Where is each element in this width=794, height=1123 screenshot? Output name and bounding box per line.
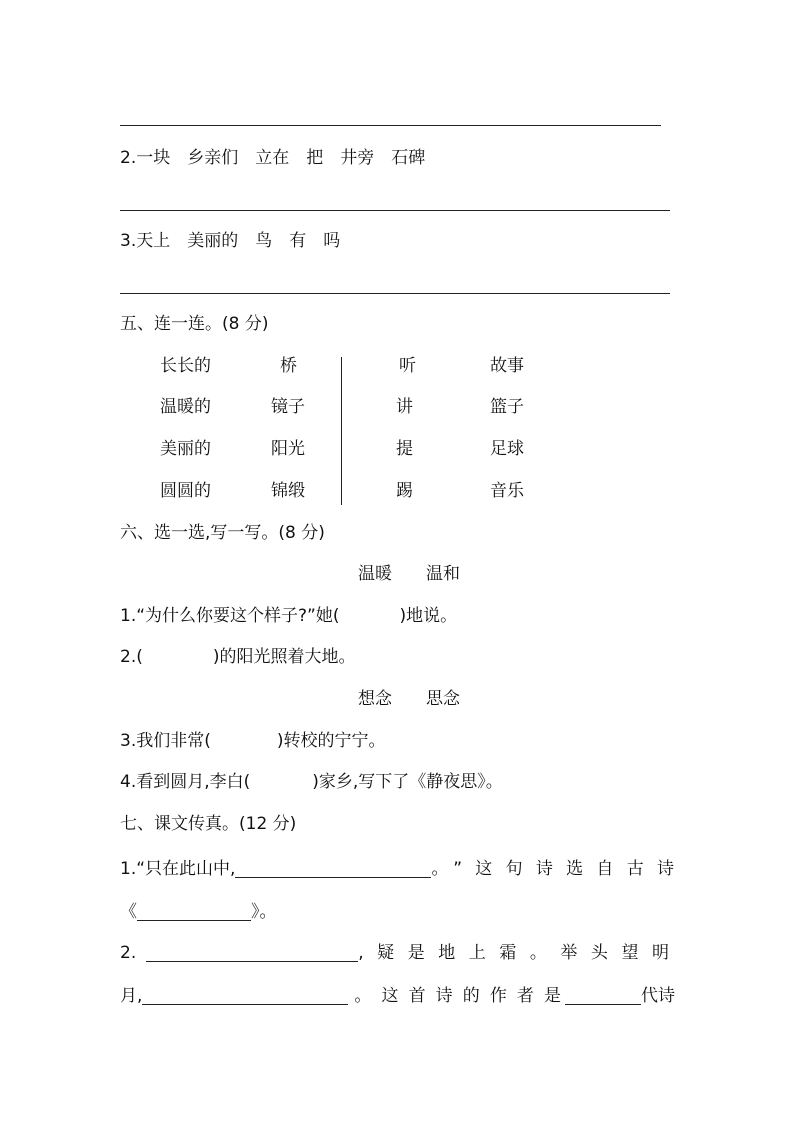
match-right-b-2[interactable]: 足球	[490, 439, 524, 459]
match-right-a-2[interactable]: 提	[396, 439, 413, 459]
match-left-b-2[interactable]: 阳光	[271, 439, 305, 459]
section6-q4: 4.看到圆月,李白( )家乡,写下了《静夜思》。	[120, 772, 503, 792]
match-left-a-2[interactable]: 美丽的	[160, 439, 211, 459]
match-right-b-3[interactable]: 音乐	[490, 481, 524, 501]
section4-q2: 2.一块 乡亲们 立在 把 井旁 石碑	[120, 148, 426, 168]
section7-q2-line2: 月, 。这首诗的作者是 代诗	[120, 985, 675, 1006]
section7-q1-line1: 1.“只在此山中, 。”这句诗选自古诗	[120, 858, 675, 879]
section7-title: 七、课文传真。(12 分)	[120, 814, 297, 834]
section7-q2-line1: 2. ,疑是地上霜。举头望明	[120, 942, 675, 963]
answer-line-1[interactable]	[120, 125, 661, 126]
match-right-a-3[interactable]: 踢	[396, 481, 413, 501]
match-left-a-3[interactable]: 圆圆的	[160, 481, 211, 501]
blank-poem-title[interactable]	[137, 901, 251, 921]
match-right-a-0[interactable]: 听	[399, 356, 416, 376]
section5-title: 五、连一连。(8 分)	[120, 314, 269, 334]
word-bank-1: 温暖 温和	[358, 564, 460, 584]
match-right-b-1[interactable]: 篮子	[490, 397, 524, 417]
word-bank-2: 想念 思念	[358, 689, 460, 709]
blank-poet-dynasty[interactable]	[565, 985, 641, 1005]
section6-q3: 3.我们非常( )转校的宁宁。	[120, 731, 386, 751]
blank-poem-line-3[interactable]	[142, 985, 348, 1005]
match-right-b-0[interactable]: 故事	[490, 356, 524, 376]
blank-poem-line[interactable]	[235, 858, 431, 878]
match-left-a-1[interactable]: 温暖的	[160, 397, 211, 417]
match-right-a-1[interactable]: 讲	[396, 397, 413, 417]
match-left-a-0[interactable]: 长长的	[160, 356, 211, 376]
answer-line-3[interactable]	[120, 293, 670, 294]
section4-q3: 3.天上 美丽的 鸟 有 吗	[120, 231, 341, 251]
match-left-b-3[interactable]: 锦缎	[271, 481, 305, 501]
blank-poem-line-2[interactable]	[146, 942, 358, 962]
section6-q2: 2.( )的阳光照着大地。	[120, 647, 356, 667]
section6-q1: 1.“为什么你要这个样子?”她( )地说。	[120, 606, 458, 626]
section6-title: 六、选一选,写一写。(8 分)	[120, 523, 325, 543]
answer-line-2[interactable]	[120, 210, 670, 211]
match-divider	[341, 357, 342, 505]
section7-q1-line2: 《 》。	[120, 901, 277, 922]
match-left-b-0[interactable]: 桥	[280, 356, 297, 376]
match-left-b-1[interactable]: 镜子	[271, 397, 305, 417]
